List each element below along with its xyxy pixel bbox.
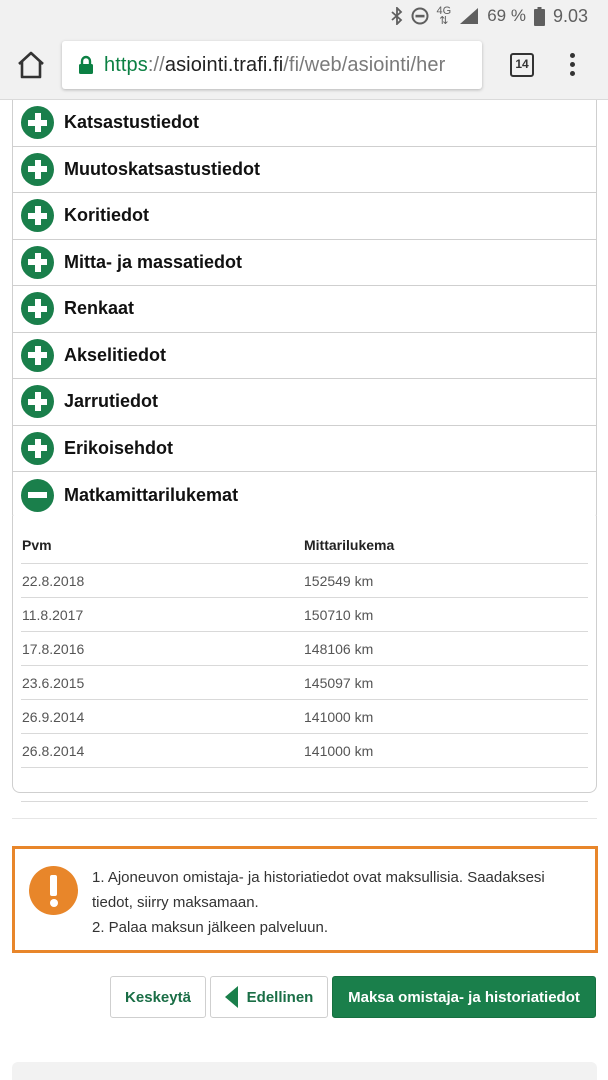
do-not-disturb-icon [411, 7, 429, 25]
home-icon[interactable] [14, 48, 48, 82]
header-reading: Mittarilukema [304, 536, 395, 553]
footer-card [12, 1062, 597, 1080]
table-row [21, 564, 588, 598]
network-type: 4G ⇅ [436, 5, 452, 27]
notice-line-2: 2. Palaa maksun jälkeen palveluun. [92, 919, 328, 936]
cancel-button[interactable] [110, 976, 206, 1018]
odometer-panel [12, 516, 597, 793]
expand-plus-icon[interactable] [21, 199, 54, 232]
reading-cell: 141000 km [304, 742, 374, 759]
date-cell: 23.6.2015 [22, 674, 85, 691]
notice-text [92, 865, 587, 940]
reading-cell: 141000 km [304, 708, 374, 725]
accordion-item-label: Renkaat [64, 298, 135, 319]
accordion-item[interactable] [13, 333, 596, 380]
expand-plus-icon[interactable] [21, 246, 54, 279]
expand-plus-icon[interactable] [21, 339, 54, 372]
accordion-item-label: Akselitiedot [64, 344, 167, 365]
signal-icon [459, 7, 479, 25]
accordion-item[interactable] [13, 426, 596, 473]
accordion-item[interactable] [13, 286, 596, 333]
address-bar[interactable] [62, 41, 482, 89]
accordion-item[interactable] [13, 147, 596, 194]
pay-label: Maksa omistaja- ja historiatiedot [348, 988, 580, 1006]
previous-button[interactable] [210, 976, 328, 1018]
previous-label: Edellinen [246, 988, 314, 1006]
bluetooth-icon [391, 7, 403, 25]
accordion-item-label: Erikoisehdot [64, 437, 174, 458]
date-cell: 26.8.2014 [22, 742, 85, 759]
accordion-item[interactable] [13, 240, 596, 287]
accordion-item-label: Koritiedot [64, 205, 149, 226]
accordion-item[interactable] [13, 379, 596, 426]
header-date: Pvm [22, 536, 52, 553]
date-cell: 22.8.2018 [22, 572, 85, 589]
reading-cell: 148106 km [304, 640, 374, 657]
overflow-menu-icon[interactable] [562, 50, 582, 80]
expand-plus-icon[interactable] [21, 153, 54, 186]
accordion-item-label: Matkamittarilukemat [64, 484, 239, 505]
pay-button[interactable] [332, 976, 596, 1018]
table-empty-row [21, 768, 588, 802]
url-text[interactable] [104, 54, 445, 77]
table-header [21, 526, 588, 564]
accordion-item-label: Katsastustiedot [64, 112, 200, 133]
accordion-item[interactable] [13, 193, 596, 240]
table-row [21, 700, 588, 734]
battery-icon [534, 7, 545, 26]
accordion-item-label: Muutoskatsastustiedot [64, 158, 261, 179]
url-host: asiointi.trafi.fi [164, 53, 284, 76]
reading-cell: 152549 km [304, 572, 374, 589]
table-row [21, 734, 588, 768]
url-separator: :// [147, 53, 165, 76]
collapse-minus-icon[interactable] [21, 479, 54, 512]
triangle-left-icon [225, 986, 238, 1008]
clock: 9.03 [552, 5, 588, 26]
expand-plus-icon[interactable] [21, 385, 54, 418]
expand-plus-icon[interactable] [21, 292, 54, 325]
url-path: /fi/web/asiointi/her [283, 53, 446, 76]
tab-switcher-button[interactable]: 14 [510, 53, 534, 77]
section-divider [12, 818, 597, 819]
vehicle-info-accordion [12, 100, 597, 520]
battery-percent: 69 % [487, 6, 526, 25]
notice-line-1: 1. Ajoneuvon omistaja- ja historiatiedot ovat maksullisia. Saadaksesi tiedot, siirry maksamaan. [92, 869, 545, 911]
expand-plus-icon[interactable] [21, 106, 54, 139]
accordion-item-label: Mitta- ja massatiedot [64, 251, 243, 272]
date-cell: 11.8.2017 [22, 606, 84, 623]
odometer-table [21, 526, 588, 802]
table-row [21, 598, 588, 632]
browser-toolbar [0, 32, 608, 100]
table-row [21, 632, 588, 666]
exclamation-icon [29, 866, 78, 915]
accordion-item[interactable] [13, 472, 596, 519]
accordion-item[interactable] [13, 100, 596, 147]
expand-plus-icon[interactable] [21, 432, 54, 465]
table-row [21, 666, 588, 700]
lock-icon [78, 55, 94, 75]
date-cell: 26.9.2014 [22, 708, 85, 725]
reading-cell: 145097 km [304, 674, 374, 691]
status-bar [0, 0, 608, 32]
date-cell: 17.8.2016 [22, 640, 85, 657]
accordion-item-label: Jarrutiedot [64, 391, 159, 412]
cancel-label: Keskeytä [125, 988, 191, 1006]
url-scheme: https [104, 53, 148, 76]
reading-cell: 150710 km [304, 606, 374, 623]
payment-notice [12, 846, 598, 953]
